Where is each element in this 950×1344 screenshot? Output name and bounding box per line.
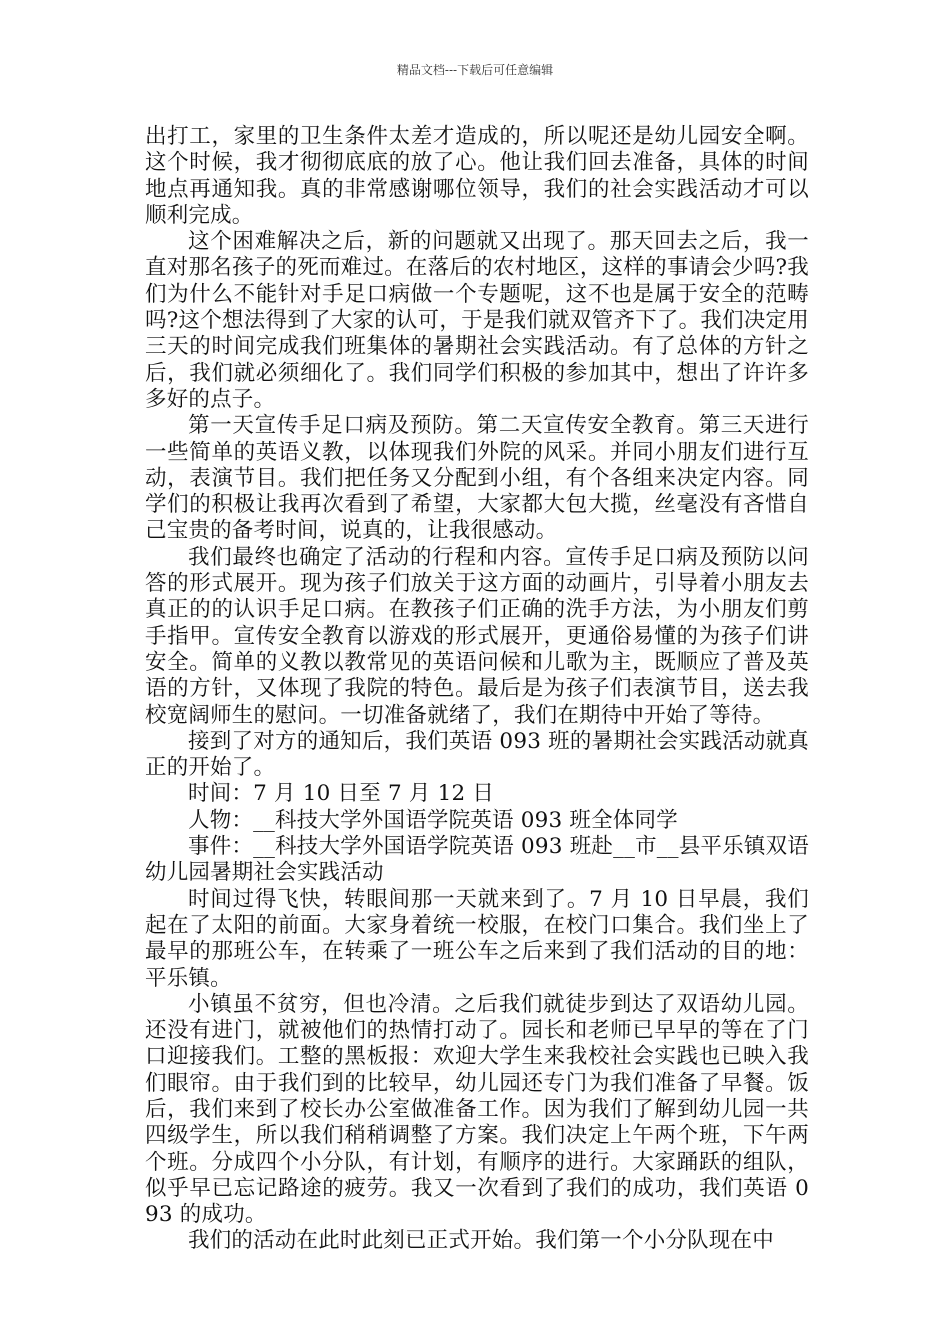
- page-header: 精品文档---下载后可任意编辑: [396, 63, 554, 77]
- paragraph: 小镇虽不贫穷，但也冷清。之后我们就徒步到达了双语幼儿园。还没有进门，就被他们的热情打动了。园长和老师已早早的等在了门口迎接我们。工整的黑板报：欢迎大学生来我校社会实践也已映入我们眼帘。由于我们到的比较早，幼儿园还专门为我们准备了早餐。饭后，我们来到了校长办公室做准备工作。因为我们了解到幼儿园一共四级学生，所以我们稍稍调整了方案。我们决定上午两个班，下午两个班。分成四个小分队，有计划，有顺序的进行。大家踊跃的组队，似乎早已忘记路途的疲劳。我又一次看到了我们的成功，我们英语 093 的成功。: [145, 991, 809, 1228]
- paragraph: 接到了对方的通知后，我们英语 093 班的暑期社会实践活动就真正的开始了。: [145, 728, 809, 781]
- document-body: [145, 124, 809, 1255]
- paragraph: 我们最终也确定了活动的行程和内容。宣传手足口病及预防以问答的形式展开。现为孩子们放关于这方面的动画片，引导着小朋友去真正的的认识手足口病。在教孩子们正确的洗手方法，为小朋友们剪手指甲。宣传安全教育以游戏的形式展开，更通俗易懂的为孩子们讲安全。简单的义教以教常见的英语问候和儿歌为主，既顺应了普及英语的方针，又体现了我院的特色。最后是为孩子们表演节目，送去我校宽阔师生的慰问。一切准备就绪了，我们在期待中开始了等待。: [145, 544, 809, 728]
- info-line-event: 事件：__科技大学外国语学院英语 093 班赴__市__县平乐镇双语幼儿园暑期社会实践活动: [145, 834, 809, 886]
- paragraph: 时间过得飞快，转眼间那一天就来到了。7 月 10 日早晨，我们起在了太阳的前面。大家身着统一校服，在校门口集合。我们坐上了最早的那班公车，在转乘了一班公车之后来到了我们活动的目的地：平乐镇。: [145, 886, 809, 991]
- paragraph: 第一天宣传手足口病及预防。第二天宣传安全教育。第三天进行一些简单的英语义教，以体现我们外院的风采。并同小朋友们进行互动，表演节目。我们把任务又分配到小组，有个各组来决定内容。同学们的积极让我再次看到了希望，大家都大包大揽，丝毫没有吝惜自己宝贵的备考时间，说真的，让我很感动。: [145, 413, 809, 544]
- paragraph: 出打工，家里的卫生条件太差才造成的，所以呢还是幼儿园安全啊。这个时候，我才彻彻底底的放了心。他让我们回去准备，具体的时间地点再通知我。真的非常感谢哪位领导，我们的社会实践活动才可以顺利完成。: [145, 124, 809, 228]
- info-line-time: 时间：7 月 10 日至 7 月 12 日: [188, 781, 495, 807]
- paragraph: 这个困难解决之后，新的问题就又出现了。那天回去之后，我一直对那名孩子的死而难过。在落后的农村地区，这样的事请会少吗?我们为什么不能针对手足口病做一个专题呢，这不也是属于安全的范畴吗?这个想法得到了大家的认可，于是我们就双管齐下了。我们决定用三天的时间完成我们班集体的暑期社会实践活动。有了总体的方针之后，我们就必须细化了。我们同学们积极的参加其中，想出了许许多多好的点子。: [145, 229, 809, 412]
- paragraph: 我们的活动在此时此刻已正式开始。我们第一个小分队现在中: [188, 1228, 774, 1254]
- info-line-people: 人物：__科技大学外国语学院英语 093 班全体同学: [188, 807, 678, 833]
